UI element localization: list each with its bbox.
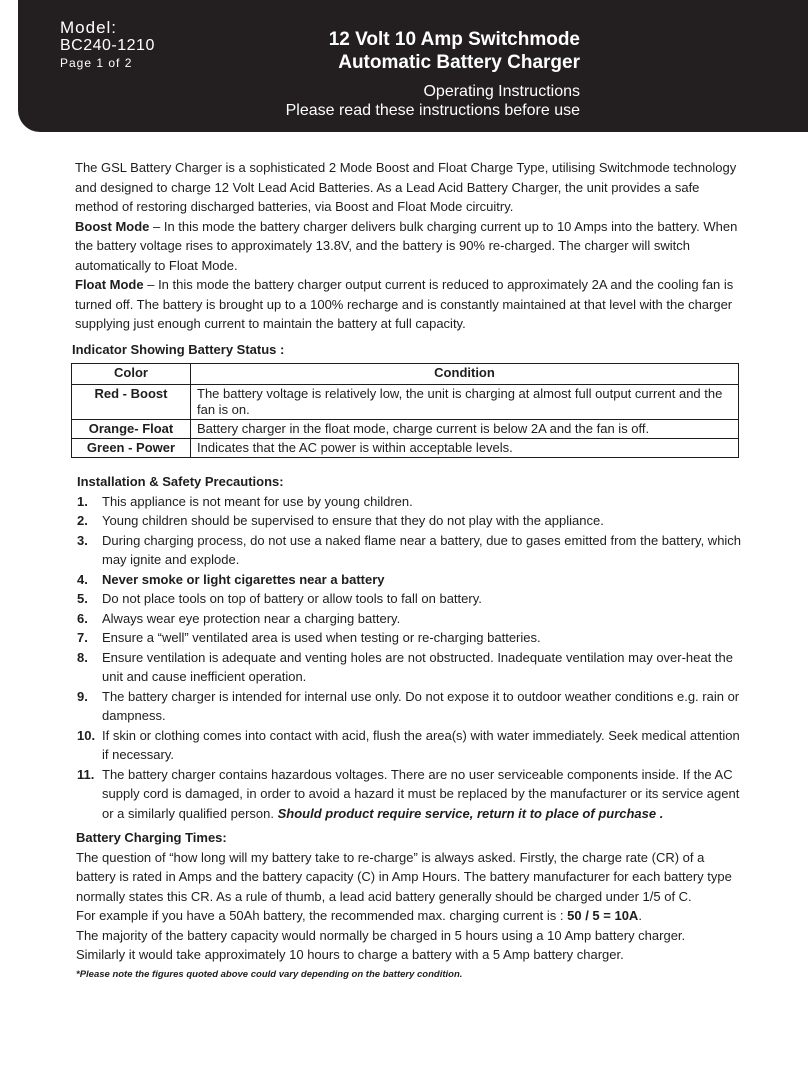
table-header-row	[72, 364, 739, 385]
boost-mode-paragraph	[75, 217, 740, 276]
intro-paragraph: The GSL Battery Charger is a sophisticated 2 Mode Boost and Float Charge Type, utilising Switchmode technology and designed to charge 12 Volt Lead Acid Batteries. As a Lead Acid Battery Charger, the unit provides a safe method of restoring discharged batteries, via Boost and Float Mode circuitry.	[75, 160, 737, 214]
page-title-line-1: 12 Volt 10 Amp Switchmode	[328, 29, 580, 50]
table-row	[72, 385, 739, 420]
list-item	[77, 531, 742, 570]
charging-paragraph-2: The majority of the battery capacity would normally be charged in 5 hours using a 10 Amp battery charger.	[76, 927, 686, 943]
model-label: Model:	[60, 18, 118, 37]
item-text: Always wear eye protection near a charging battery.	[102, 610, 401, 626]
list-item	[77, 765, 742, 824]
status-table	[71, 363, 739, 458]
item-number: 1.	[77, 493, 88, 509]
column-header-condition: Condition	[191, 364, 739, 385]
list-item	[77, 648, 742, 687]
table-row	[72, 439, 739, 458]
list-item	[77, 628, 742, 648]
boost-mode-label: Boost Mode	[75, 218, 150, 234]
column-header-color: Color	[72, 364, 191, 385]
item-number: 11.	[77, 766, 95, 782]
item-text: If skin or clothing comes into contact with acid, flush the area(s) with water immediately. Seek medical attention if necessary.	[102, 727, 740, 762]
precautions-section	[77, 472, 742, 823]
item-text: Do not place tools on top of battery or allow tools to fall on battery.	[102, 591, 482, 606]
example-text: For example if you have a 50Ah battery, the recommended max. charging current is :	[76, 908, 568, 923]
item-number: 4.	[77, 571, 88, 587]
item-text: Ensure ventilation is adequate and venting holes are not obstructed. Inadequate ventilation may over-heat the unit and cause inefficient operation.	[102, 649, 733, 684]
precautions-list	[77, 492, 742, 824]
item-text: The battery charger is intended for internal use only. Do not expose it to outdoor weather conditions e.g. rain or dampness.	[102, 688, 740, 723]
charging-paragraph-1: The question of “how long will my battery take to re-charge” is always asked. Firstly, the charge rate (CR) of a battery is rated in Amps and the battery capacity (C) in Amp Hours. The battery manufacturer for each battery type normally states this CR. As a rule of thumb, a lead acid battery generally should be charged under 1/5 of C.	[76, 849, 732, 904]
color-cell: Red - Boost	[72, 385, 191, 420]
item-text: This appliance is not meant for use by young children.	[102, 493, 413, 509]
header-banner	[18, 0, 808, 132]
float-mode-text: – In this mode the battery charger output current is reduced to approximately 2A and the cooling fan is turned off. The battery is brought up to a 100% recharge and is constantly maintained at that level with the charger supplying just enough current to maintain the battery at full capacity.	[75, 277, 734, 331]
boost-mode-text: – In this mode the battery charger delivers bulk charging current up to 10 Amps into the battery. When the battery voltage rises to approximately 13.8V, and the battery is 90% re-charged. The charger will switch automatically to Float Mode.	[75, 218, 738, 273]
service-emphasis: Should product require service, return it to place of purchase .	[277, 805, 664, 821]
subtitle-line-2: Please read these instructions before use	[285, 102, 580, 119]
item-text: The battery charger contains hazardous voltages. There are no user serviceable components inside. If the AC supply cord is damaged, in order to avoid a hazard it must be replaced by the manufacturer or its service agent or a similarly qualified person.	[102, 766, 740, 821]
item-number: 10.	[77, 727, 96, 743]
item-number: 7.	[77, 630, 88, 645]
item-text: Never smoke or light cigarettes near a battery	[102, 571, 385, 587]
model-code: BC240-1210	[60, 37, 155, 54]
condition-cell: Battery charger in the float mode, charge current is below 2A and the fan is off.	[191, 420, 739, 439]
float-mode-paragraph	[75, 275, 740, 334]
model-info	[60, 18, 155, 71]
subtitle-line-1: Operating Instructions	[423, 83, 580, 100]
intro-section	[75, 158, 740, 334]
condition-cell: Indicates that the AC power is within acceptable levels.	[191, 439, 739, 458]
item-number: 8.	[77, 649, 88, 665]
item-text: During charging process, do not use a naked flame near a battery, due to gases emitted from the battery, which may ignite and explode.	[102, 532, 742, 567]
condition-cell: The battery voltage is relatively low, the unit is charging at almost full output current and the fan is on.	[191, 385, 739, 420]
page-title-line-2: Automatic Battery Charger	[338, 52, 580, 73]
item-text: Ensure a “well” ventilated area is used when testing or re-charging batteries.	[102, 630, 541, 645]
item-text: Young children should be supervised to ensure that they do not play with the appliance.	[102, 513, 604, 528]
charging-example: For example if you have a 50Ah battery, the recommended max. charging current is : 50 / 5 = 10A.	[76, 908, 642, 923]
charging-note: *Please note the figures quoted above could vary depending on the battery condition.	[76, 968, 463, 980]
list-item	[77, 687, 742, 726]
precautions-heading: Installation & Safety Precautions:	[77, 474, 284, 489]
list-item	[77, 570, 742, 590]
charging-section	[76, 828, 741, 984]
table-row	[72, 420, 739, 439]
list-item	[77, 589, 742, 609]
color-cell: Orange- Float	[72, 420, 191, 439]
page-number: Page 1 of 2	[60, 56, 133, 70]
indicator-heading: Indicator Showing Battery Status :	[72, 342, 285, 357]
charging-formula: 50 / 5 = 10A	[567, 908, 639, 923]
item-number: 9.	[77, 688, 88, 704]
list-item	[77, 609, 742, 629]
charging-paragraph-3: Similarly it would take approximately 10 hours to charge a battery with a 5 Amp battery charger.	[76, 947, 624, 962]
title-block	[286, 28, 580, 120]
float-mode-label: Float Mode	[75, 277, 144, 292]
color-cell: Green - Power	[72, 439, 191, 458]
item-number: 3.	[77, 532, 88, 548]
item-number: 6.	[77, 610, 88, 626]
item-number: 5.	[77, 591, 88, 606]
list-item	[77, 726, 742, 765]
charging-heading: Battery Charging Times:	[76, 830, 227, 845]
list-item	[77, 492, 742, 512]
list-item	[77, 511, 742, 531]
item-number: 2.	[77, 513, 88, 528]
